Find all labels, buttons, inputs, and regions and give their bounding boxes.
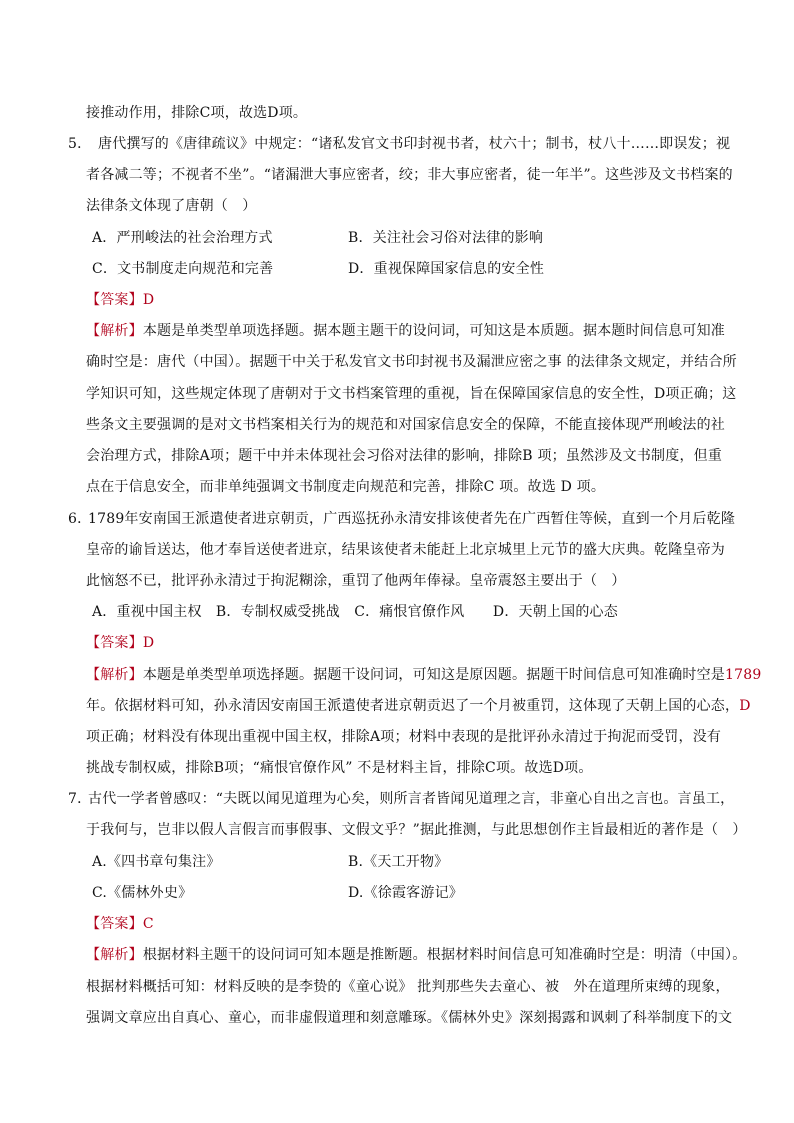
answer-value: D [142, 292, 155, 308]
q5-analysis-line-3: 学知识可知，这些规定体现了唐朝对于文书档案管理的重视，旨在保障国家信息的安全性，D项正确；这 [86, 386, 737, 402]
q5-option-a: A．严刑峻法的社会治理方式 [92, 230, 273, 246]
q7-answer [86, 914, 154, 934]
analysis-text: 年。依据材料可知，孙永清因安南国王派遣使者进京朝贡迟了一个月被重罚，这体现了天朝上国的心态， [86, 698, 740, 714]
answer-value: C [142, 916, 154, 932]
q6-options: A．重视中国主权 B．专制权威受挑战 C．痛恨官僚作风 D．天朝上国的心态 [92, 604, 618, 620]
q5-analysis-line-2: 确时空是：唐代（中国）。据题干中关于私发官文书印封视书及漏泄应密之事 的法律条文规定，并结合所 [86, 354, 737, 370]
q6-stem-line-2: 皇帝的谕旨送达，他才奉旨送使者进京，结果该使者未能赶上北京城里上元节的盛大庆典。乾隆皇帝为 [86, 542, 725, 558]
q7-option-c: C.《儒林外史》 [92, 885, 193, 901]
q6-stem-line-3: 此恼怒不已，批评孙永清过于拘泥糊涂，重罚了他两年俸禄。皇帝震怒主要出于（ ） [86, 573, 626, 589]
q5-stem-line-2: 者各减二等；不视者不坐”。“诸漏泄大事应密者，绞；非大事应密者，徒一年半”。这些涉及文书档案的 [86, 167, 733, 183]
answer-label: 【答案】 [86, 292, 143, 308]
q5-analysis-line-1 [86, 321, 725, 341]
q5-number: 5． [68, 136, 92, 152]
analysis-label: 【解析】 [86, 667, 143, 683]
q5-option-c: C．文书制度走向规范和完善 [92, 261, 274, 277]
q7-option-a: A.《四书章句集注》 [92, 854, 221, 870]
analysis-text: 本题是单类型单项选择题。据题干设问词，可知这是原因题。据题干时间信息可知准确时空是 [142, 667, 726, 683]
q6-answer [86, 633, 154, 653]
answer-label: 【答案】 [86, 635, 143, 651]
q7-analysis-line-3: 强调文章应出自真心、童心，而非虚假道理和刻意雕琢。《儒林外史》深刻揭露和讽刺了科举制度下的文 [86, 1010, 733, 1026]
q5-stem-line-3: 法律条文体现了唐朝（ ） [86, 198, 257, 214]
q6-analysis-line-4: 挑战专制权威，排除B项；“痛恨官僚作风” 不是材料主旨，排除C项。故选D项。 [86, 760, 593, 776]
q7-stem-line-2: 于我何与，岂非以假人言假言而事假事、文假文乎？”据此推测，与此思想创作主旨最相近的著作是（ ） [86, 822, 747, 838]
carry-over-line: 接推动作用，排除C项，故选D项。 [86, 105, 308, 121]
q7-option-d: D.《徐霞客游记》 [348, 885, 463, 901]
q6-analysis-line-1 [86, 665, 761, 685]
q6-number: 6． [68, 511, 92, 527]
q5-analysis-line-6: 点在于信息安全，而非单纯强调文书制度走向规范和完善，排除C 项。故选 D 项。 [86, 479, 606, 495]
answer-value: D [142, 635, 155, 651]
analysis-text: 本题是单类型单项选择题。据本题主题干的设问词，可知这是本质题。据本题时间信息可知准 [142, 323, 726, 339]
q7-number: 7． [68, 791, 92, 807]
q5-option-d: D．重视保障国家信息的安全性 [348, 261, 545, 277]
q5-analysis-line-4: 些条文主要强调的是对文书档案相关行为的规范和对国家信息安全的保障，不能直接体现严刑峻法的社 [86, 417, 725, 433]
q6-analysis-line-2 [86, 696, 751, 716]
q5-answer [86, 290, 154, 310]
analysis-year: 1789 [725, 667, 762, 683]
q5-stem-line-1: 唐代撰写的《唐律疏议》中规定：“诸私发官文书印封视书者，杖六十；制书，杖八十……即误发；视 [98, 136, 731, 152]
analysis-text: 根据材料主题干的设问词可知本题是推断题。根据材料时间信息可知准确时空是：明清（中国）。 [142, 947, 747, 963]
q7-stem-line-1: 古代一学者曾感叹：“夫既以闻见道理为心矣，则所言者皆闻见道理之言，非童心自出之言也。言虽工， [88, 791, 735, 807]
answer-label: 【答案】 [86, 916, 143, 932]
analysis-letter: D [739, 698, 751, 714]
analysis-label: 【解析】 [86, 947, 143, 963]
q7-analysis-line-2: 根据材料概括可知：材料反映的是李贽的《童心说》 批判那些失去童心、被 外在道理所束缚的现象， [86, 979, 730, 995]
q6-stem-line-1: 1789年安南国王派遣使者进京朝贡，广西巡抚孙永清安排该使者先在广西暂住等候，直到一个月后乾隆 [88, 511, 736, 527]
q5-option-b: B．关注社会习俗对法律的影响 [348, 230, 544, 246]
analysis-label: 【解析】 [86, 323, 143, 339]
q7-option-b: B.《天工开物》 [348, 854, 449, 870]
q6-analysis-line-3: 项正确；材料没有体现出重视中国主权，排除A项；材料中表现的是批评孙永清过于拘泥而受罚，没有 [86, 729, 722, 745]
q7-analysis-line-1 [86, 945, 746, 965]
q5-analysis-line-5: 会治理方式，排除A项；题干中并未体现社会习俗对法律的影响，排除B 项；虽然涉及文书制度，但重 [86, 448, 723, 464]
